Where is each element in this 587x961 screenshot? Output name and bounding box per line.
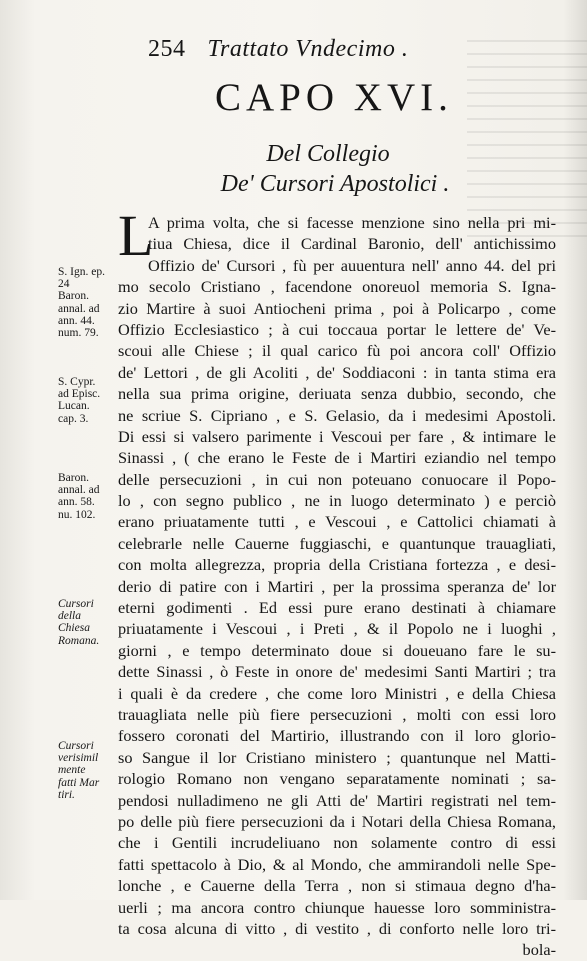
body-line: bola- [522,940,556,960]
margin-note-line: Romana. [58,634,100,647]
running-header [148,36,408,63]
body-line: lonche , e Cauerne della Terra , non si stimaua degno d'ha- [118,876,556,896]
body-line: erano priuatamente tutti , e Vescoui , e Cattolici chiamati à [118,512,556,532]
body-line: Sinassi , ( che erano le Feste de i Martiri eziandio nel tempo [118,448,556,468]
page-number: 254 [148,36,186,62]
body-line: con molta allegrezza, propria della Cristiana fortezza , e desi- [118,555,556,575]
margin-note [58,266,116,339]
body-line: lo , con segno publico , ne in luogo determinato ) e perciò [118,491,556,511]
margin-note-line: verisimil [58,752,99,765]
body-line: che i Gentili incrudeliuano non solamente contro di essi [118,833,556,853]
margin-note-line: S. Ign. ep. [58,266,105,278]
chapter-heading: CAPO XVI. [215,76,453,119]
body-line: scoui alle Chiese ; il qual carico fù poi ancora coll' Offizio [118,341,556,361]
margin-note-line: Cursori [58,598,94,610]
body-line: priuatamente i Vescoui , i Preti , & il Popolo ne i luoghi , [118,619,556,639]
margin-note-line: Lucan. [58,400,90,413]
body-line: zio Martire à suoi Antiocheni prima , poi à Policarpo , come [118,298,556,318]
margin-note-line: annal. ad [58,484,100,497]
body-line: giorni , e tempo determinato doue si doueuano fare le su- [118,640,556,660]
body-line: mo secolo Cristiano , facendone onoreuol memoria S. Igna- [118,277,556,297]
drop-cap: L [118,203,154,268]
margin-note-line: mente [58,764,86,777]
body-line: nella sua prima origine, deriuata senza dubbio, secondo, che [118,384,556,404]
body-line: i quali è da credere , che come loro Ministri , e della Chiesa [118,683,556,703]
body-line: ne scriue S. Cipriano , e S. Gelasio, da i medesimi Apostoli. [118,405,556,425]
body-line: Offizio Ecclesiastico ; à cui toccaua portar le lettere de' Ve- [118,319,556,339]
margin-note-line: nu. 102. [58,508,96,521]
margin-note-line: Chiesa [58,622,90,635]
body-line: so Sangue il lor Cristiano ministero ; quantunque nel Matti- [118,747,556,767]
margin-note [58,472,116,521]
body-text [118,212,556,961]
margin-note [58,376,116,425]
body-line: tiua Chiesa, dice il Cardinal Baronio, dell' antichissimo [148,234,556,254]
chapter-title-line-1: Del Collegio [266,141,390,167]
margin-note-line: Cursori [58,740,94,752]
margin-note-line: 24 [58,278,70,291]
margin-note-line: S. Cypr. [58,376,96,388]
body-line: Di essi si valsero parimente i Vescoui per fare , & intimare le [118,426,556,446]
body-line: fatti spettacolo à Dio, & al Mondo, che ammirandoli nelle Spe- [118,854,556,874]
body-line: rologio Romano non vengano separatamente nominati ; sa- [118,769,556,789]
body-line: derio di patire con i Martiri , per la prossima speranza de' lor [118,576,556,596]
body-line: A prima volta, che si facesse menzione sino nella pri mi- [148,213,556,232]
body-line: Offizio de' Cursori , fù per auuentura nell' anno 44. del pri [148,255,556,275]
margin-note-line: della [58,610,81,623]
margin-note-line: annal. ad [58,302,100,315]
body-line: fossero coronati del Martirio, illustrando con il loro glorio- [118,726,556,746]
margin-note-line: num. 79. [58,327,99,340]
body-line: uerli ; ma ancora contro chiunque hauesse loro somministra- [118,897,556,917]
running-title: Trattato Vndecimo . [207,36,409,62]
body-line: ta cosa alcuna di vitto , di vestito , di conforto nelle loro tri- [118,918,556,938]
margin-note-line: cap. 3. [58,412,89,425]
body-line: pendosi nulladimeno ne gli Atti de' Martiri registrati nel tem- [118,790,556,810]
body-line: de' Lettori , de gli Acoliti , de' Soddiaconi : in tanta stima era [118,362,556,382]
margin-note [58,740,116,801]
chapter-title-line-2: De' Cursori Apostolici . [220,171,450,197]
body-line: po delle più fiere persecuzioni da i Notari della Chiesa Romana, [118,811,556,831]
margin-note-line: Baron. [58,472,89,484]
body-line: delle persecuzioni , in cui non poteuano conuocare il Popo- [118,469,556,489]
margin-note-line: ad Episc. [58,388,101,401]
margin-note-line: Baron. [58,290,89,303]
margin-note [58,598,116,647]
body-line: eterni godimenti . Ed essi pure erano destinati à chiamare [118,598,556,618]
margin-note-line: tiri. [58,788,75,801]
body-line: trauagliata nelle più fiere persecuzioni , molti con essi loro [118,704,556,724]
margin-note-line: fatti Mar [58,776,100,789]
margin-note-line: ann. 44. [58,314,95,327]
body-line: celebrarle nelle Cauerne fuggiaschi, e quantunque trauagliati, [118,533,556,553]
margin-note-line: ann. 58. [58,496,95,509]
body-line: dette Sinassi , ò Feste in onore de' medesimi Santi Martiri ; tra [118,662,556,682]
